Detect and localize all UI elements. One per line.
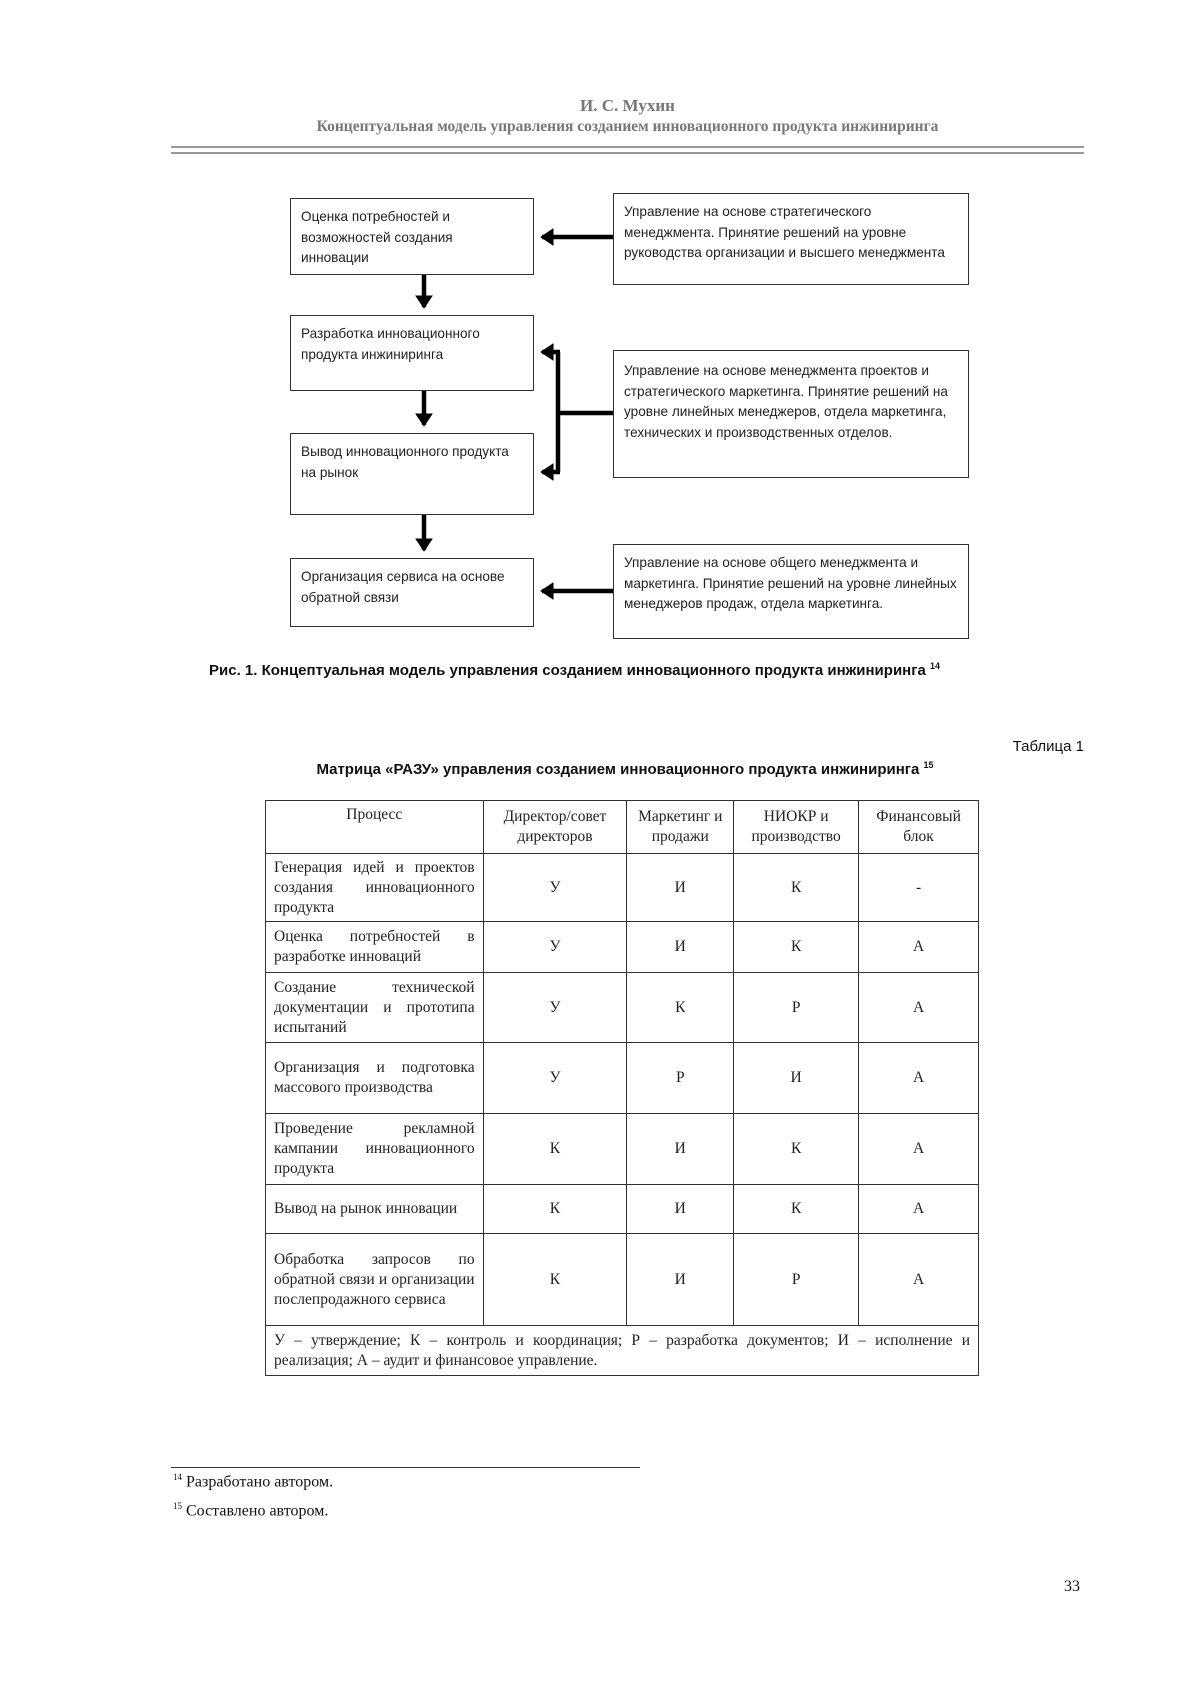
column-header: Финансовый блок (859, 801, 979, 854)
column-header: Процесс (266, 801, 484, 854)
flow-arrows (0, 0, 1200, 700)
role-cell: И (627, 1114, 734, 1185)
role-cell: Р (734, 973, 859, 1043)
role-cell: У (483, 922, 627, 973)
running-title: Концептуальная модель управления созданием инновационного продукта инжиниринга (316, 118, 939, 135)
role-cell: У (483, 973, 627, 1043)
role-cell: Р (734, 1234, 859, 1326)
footnote-ref: 15 (923, 760, 934, 770)
stage-box-market-launch: Вывод инновационного продукта на рынок (290, 433, 534, 515)
role-cell: - (859, 854, 979, 922)
table-row (266, 1185, 979, 1234)
column-header: Директор/совет директоров (483, 801, 627, 854)
footnote-text: Разработано автором. (186, 1473, 334, 1491)
role-cell: А (859, 1185, 979, 1234)
footnote-text: Составлено автором. (186, 1502, 329, 1520)
stage-box-needs-assessment: Оценка потребностей и возможностей создания инновации (290, 198, 534, 275)
role-cell: А (859, 922, 979, 973)
process-cell: Создание технической документации и прототипа испытаний (266, 973, 484, 1043)
process-cell: Вывод на рынок инновации (266, 1185, 484, 1234)
stage-box-service: Организация сервиса на основе обратной связи (290, 558, 534, 627)
role-cell: И (627, 854, 734, 922)
table-title-text: Матрица «РАЗУ» управления созданием инновационного продукта инжиниринга (316, 761, 920, 778)
process-cell: Генерация идей и проектов создания инновационного продукта (266, 854, 484, 922)
table-header-row (266, 801, 979, 854)
role-cell: А (859, 973, 979, 1043)
author-name: И. С. Мухин (580, 96, 675, 115)
table-label: Таблица 1 (1012, 738, 1084, 755)
role-cell: А (859, 1234, 979, 1326)
role-cell: И (627, 1234, 734, 1326)
role-cell: К (483, 1114, 627, 1185)
role-cell: К (734, 922, 859, 973)
role-cell: К (734, 1114, 859, 1185)
page-number: 33 (1064, 1578, 1080, 1595)
process-cell: Организация и подготовка массового производства (266, 1043, 484, 1114)
role-cell: И (627, 1185, 734, 1234)
role-cell: И (734, 1043, 859, 1114)
caption-text: Рис. 1. Концептуальная модель управления созданием инновационного продукта инжиниринга (209, 662, 926, 679)
footnote-number: 15 (173, 1501, 182, 1511)
table-row (266, 922, 979, 973)
column-header: НИОКР и производство (734, 801, 859, 854)
footnote (173, 1472, 333, 1491)
footnote-divider (171, 1467, 640, 1468)
stage-box-development: Разработка инновационного продукта инжиниринга (290, 315, 534, 391)
footnote-number: 14 (173, 1472, 182, 1482)
process-cell: Проведение рекламной кампании инновационного продукта (266, 1114, 484, 1185)
table-row (266, 1043, 979, 1114)
management-box-strategic: Управление на основе стратегического менеджмента. Принятие решений на уровне руководства организации и высшего менеджмента (613, 193, 969, 285)
role-cell: А (859, 1043, 979, 1114)
table-row (266, 1234, 979, 1326)
table-row (266, 1114, 979, 1185)
role-cell: И (627, 922, 734, 973)
role-cell: К (627, 973, 734, 1043)
column-header: Маркетинг и продажи (627, 801, 734, 854)
table-row (266, 973, 979, 1043)
role-cell: Р (627, 1043, 734, 1114)
figure-caption (209, 661, 940, 679)
legend-cell: У – утверждение; К – контроль и координация; Р – разработка документов; И – исполнение и реализация; А – аудит и финансовое управление. (266, 1326, 979, 1376)
footnote (173, 1501, 328, 1520)
footnote-ref: 14 (930, 661, 941, 671)
management-box-projects: Управление на основе менеджмента проектов и стратегического маркетинга. Принятие решений на уровне линейных менеджеров, отдела маркетинга, технических и производственных отделов. (613, 350, 969, 478)
process-cell: Оценка потребностей в разработке инноваций (266, 922, 484, 973)
role-cell: К (734, 1185, 859, 1234)
table-row (266, 854, 979, 922)
table-title (0, 760, 1200, 778)
raci-matrix-table (265, 800, 979, 1376)
role-cell: У (483, 854, 627, 922)
process-cell: Обработка запросов по обратной связи и организации послепродажного сервиса (266, 1234, 484, 1326)
role-cell: К (483, 1185, 627, 1234)
table-legend-row (266, 1326, 979, 1376)
role-cell: К (483, 1234, 627, 1326)
role-cell: У (483, 1043, 627, 1114)
management-box-general: Управление на основе общего менеджмента и маркетинга. Принятие решений на уровне линейных менеджеров продаж, отдела маркетинга. (613, 544, 969, 639)
role-cell: К (734, 854, 859, 922)
role-cell: А (859, 1114, 979, 1185)
